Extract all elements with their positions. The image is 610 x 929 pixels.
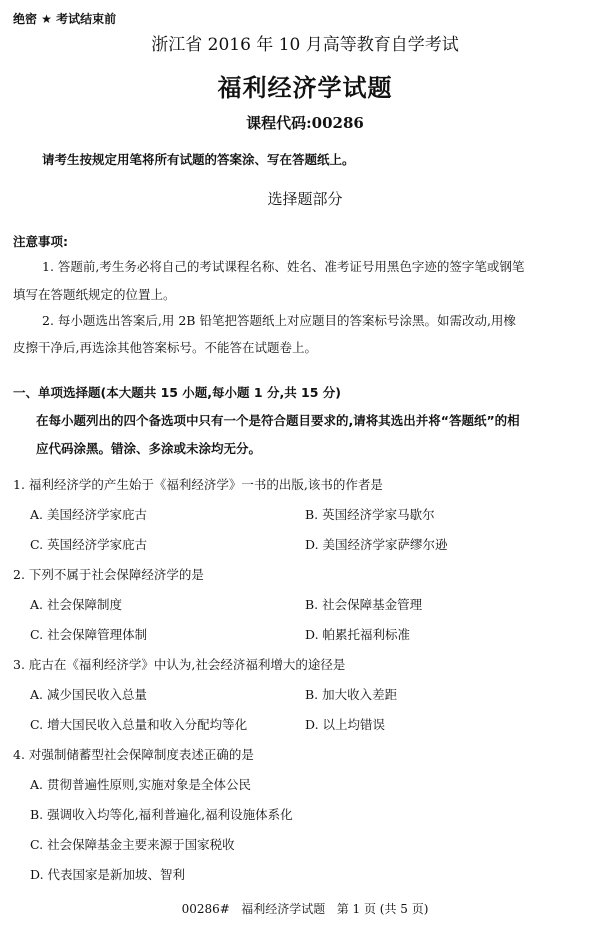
option-d: D. 帕累托福利标准	[305, 627, 411, 642]
option-a: A. 社会保障制度	[30, 597, 122, 612]
option-b: B. 英国经济学家马歇尔	[305, 507, 435, 522]
option-c: C. 社会保障管理体制	[30, 627, 148, 642]
option-c: C. 社会保障基金主要来源于国家税收	[30, 837, 235, 852]
option-a: A. 贯彻普遍性原则,实施对象是全体公民	[30, 777, 251, 792]
answer-instruction: 请考生按规定用笔将所有试题的答案涂、写在答题纸上。	[42, 152, 355, 167]
option-b: B. 社会保障基金管理	[305, 597, 423, 612]
confidential-note: 绝密 ★ 考试结束前	[13, 12, 117, 26]
question-stem: 2. 下列不属于社会保障经济学的是	[13, 567, 204, 582]
page-footer: 00286# 福利经济学试题 第 1 页 (共 5 页)	[181, 902, 429, 916]
question-stem: 3. 庇古在《福利经济学》中认为,社会经济福利增大的途径是	[13, 657, 346, 672]
notes-item1-line1: 1. 答题前,考生务必将自己的考试课程名称、姓名、准考证号用黑色字迹的签字笔或钢笔	[42, 259, 525, 274]
option-d: D. 代表国家是新加坡、智利	[30, 867, 186, 882]
notes-label: 注意事项:	[13, 234, 68, 249]
part1-heading: 一、单项选择题(本大题共 15 小题,每小题 1 分,共 15 分)	[13, 385, 342, 400]
part1-desc-line2: 应代码涂黑。错涂、多涂或未涂均无分。	[36, 441, 262, 456]
option-b: B. 强调收入均等化,福利普遍化,福利设施体系化	[30, 807, 293, 822]
question-stem: 1. 福利经济学的产生始于《福利经济学》一书的出版,该书的作者是	[13, 477, 383, 492]
part1-desc-line1: 在每小题列出的四个备选项中只有一个是符合题目要求的,请将其选出并将“答题纸”的相	[36, 413, 520, 428]
option-a: A. 减少国民收入总量	[30, 687, 147, 702]
exam-title: 浙江省 2016 年 10 月高等教育自学考试	[151, 35, 459, 55]
subject-title: 福利经济学试题	[217, 74, 393, 102]
option-d: D. 以上均错误	[305, 717, 386, 732]
question-stem: 4. 对强制储蓄型社会保障制度表述正确的是	[13, 747, 254, 762]
notes-item2-line2: 皮擦干净后,再选涂其他答案标号。不能答在试题卷上。	[13, 340, 317, 355]
course-code: 课程代码:00286	[246, 114, 364, 132]
option-d: D. 美国经济学家萨缪尔逊	[305, 537, 448, 552]
notes-item2-line1: 2. 每小题选出答案后,用 2B 铅笔把答题纸上对应题目的答案标号涂黑。如需改动,用橡	[42, 313, 516, 328]
option-c: C. 英国经济学家庇古	[30, 537, 148, 552]
notes-item1-line2: 填写在答题纸规定的位置上。	[13, 287, 176, 302]
option-c: C. 增大国民收入总量和收入分配均等化	[30, 717, 248, 732]
option-b: B. 加大收入差距	[305, 687, 398, 702]
section-title: 选择题部分	[267, 190, 343, 208]
option-a: A. 美国经济学家庇古	[30, 507, 147, 522]
